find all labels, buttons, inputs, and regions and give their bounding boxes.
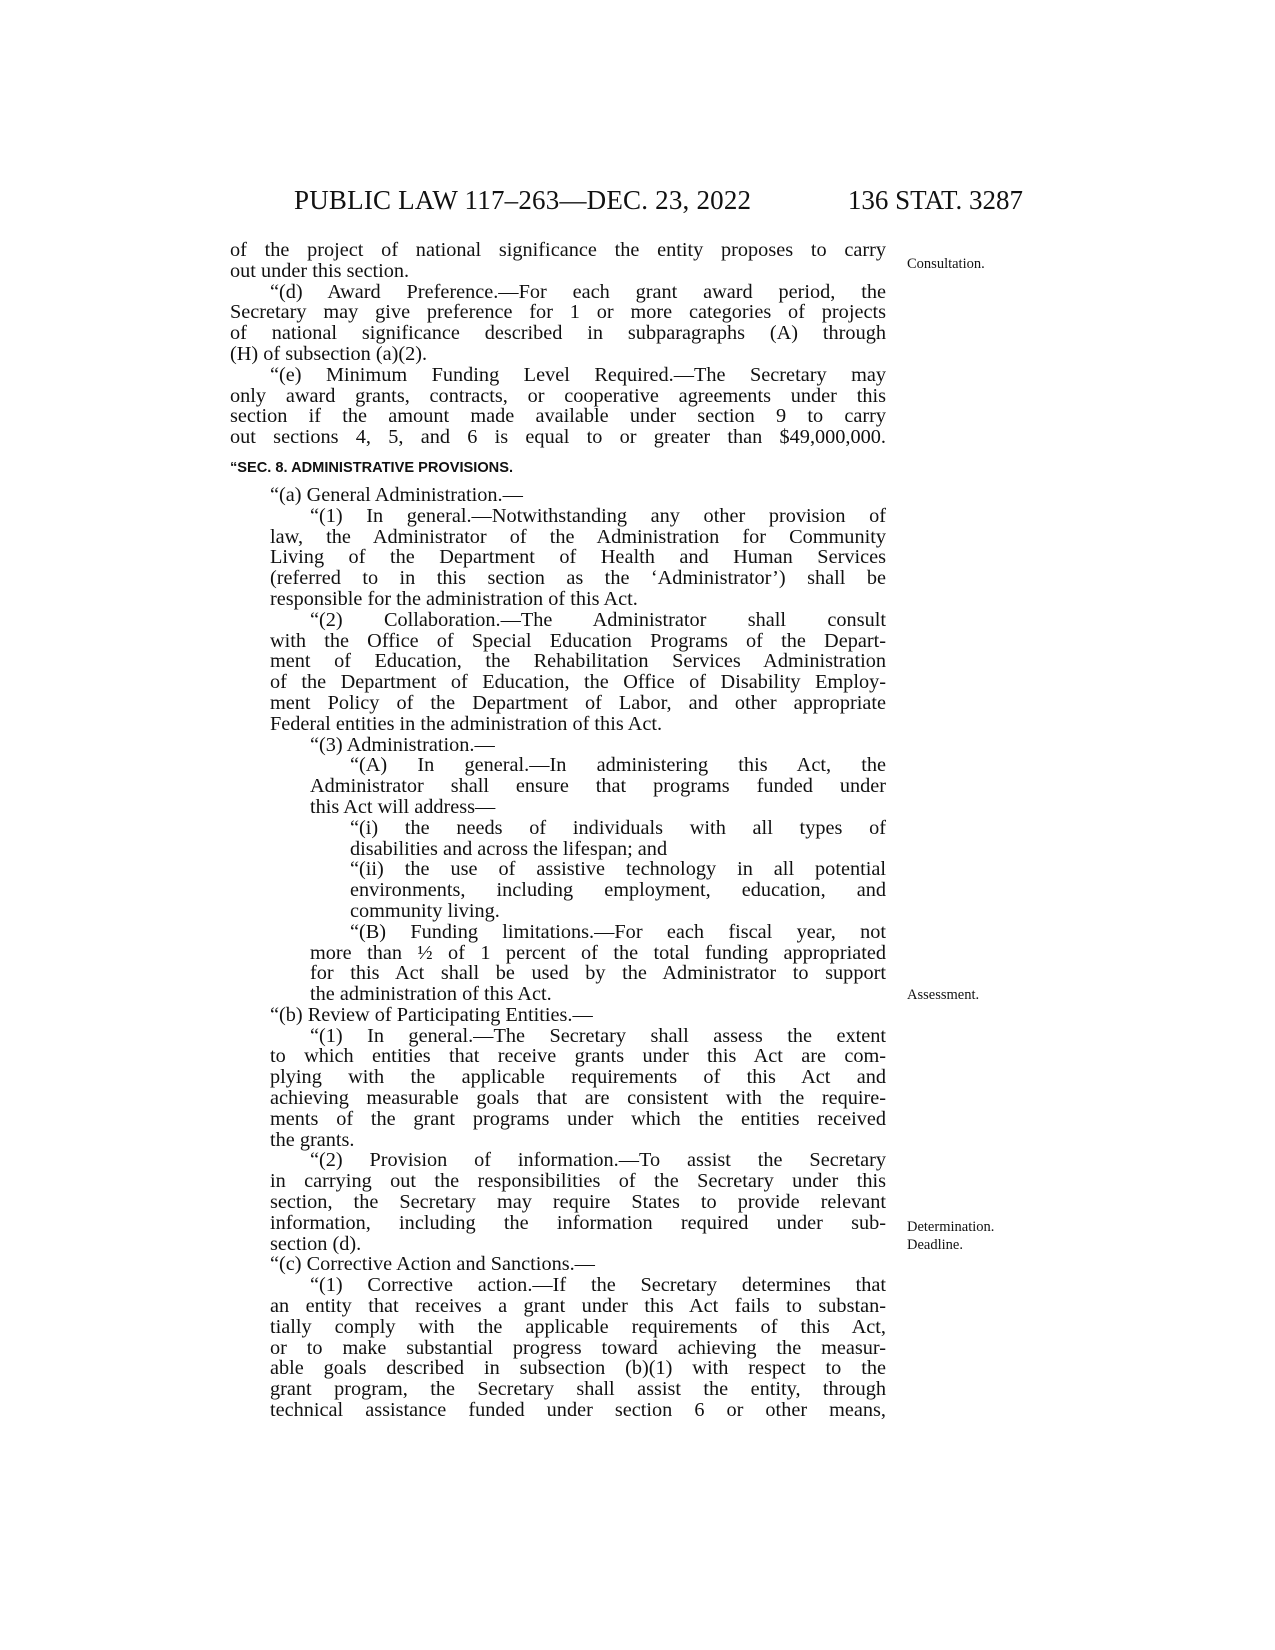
text-line: section if the amount made available under section 9 to carry bbox=[230, 405, 886, 428]
running-head: PUBLIC LAW 117–263—DEC. 23, 2022 bbox=[294, 185, 752, 215]
text-line: to which entities that receive grants under this Act are com- bbox=[270, 1045, 886, 1068]
text-line: “(1) In general.—The Secretary shall assess the extent bbox=[310, 1024, 886, 1047]
text-line: “(b) Review of Participating Entities.— bbox=[270, 1003, 593, 1026]
text-line: responsible for the administration of this Act. bbox=[270, 587, 638, 610]
text-line: with the Office of Special Education Programs of the Depart- bbox=[270, 629, 886, 652]
text-line: “(1) In general.—Notwithstanding any other provision of bbox=[310, 504, 886, 527]
text-line: “(A) In general.—In administering this Act, the bbox=[350, 754, 886, 777]
text-line: “(B) Funding limitations.—For each fiscal year, not bbox=[350, 920, 886, 943]
text-line: community living. bbox=[350, 899, 500, 922]
text-line: ment Policy of the Department of Labor, and other appropriate bbox=[270, 691, 886, 714]
text-line: out sections 4, 5, and 6 is equal to or greater than $49,000,000. bbox=[230, 426, 886, 449]
statute-text bbox=[230, 240, 886, 1421]
text-line: technical assistance funded under section 6 or other means, bbox=[270, 1399, 886, 1422]
page-header bbox=[230, 185, 1023, 225]
margin-note-determination: Determination. bbox=[907, 1219, 995, 1235]
section-heading: “SEC. 8. ADMINISTRATIVE PROVISIONS. bbox=[230, 459, 513, 476]
text-line: only award grants, contracts, or cooperative agreements under this bbox=[230, 384, 886, 407]
text-line: Federal entities in the administration of this Act. bbox=[270, 712, 663, 735]
text-line: Secretary may give preference for 1 or more categories of projects bbox=[230, 301, 886, 324]
text-line: the grants. bbox=[270, 1128, 355, 1151]
text-line: “(ii) the use of assistive technology in all potential bbox=[350, 858, 886, 881]
text-line: plying with the applicable requirements of this Act and bbox=[270, 1066, 886, 1089]
text-line: “(1) Corrective action.—If the Secretary determines that bbox=[310, 1274, 886, 1297]
text-line: Living of the Department of Health and Human Services bbox=[270, 546, 886, 569]
text-line: grant program, the Secretary shall assist the entity, through bbox=[270, 1378, 886, 1401]
text-line: out under this section. bbox=[230, 259, 410, 282]
text-line: law, the Administrator of the Administration for Community bbox=[270, 525, 886, 548]
text-line: “(2) Provision of information.—To assist the Secretary bbox=[310, 1149, 886, 1172]
text-line: or to make substantial progress toward achieving the measur- bbox=[270, 1336, 886, 1359]
text-line: Administrator shall ensure that programs funded under bbox=[310, 775, 886, 798]
margin-note-deadline: Deadline. bbox=[907, 1237, 963, 1253]
page-number: 136 STAT. 3287 bbox=[847, 185, 1023, 215]
text-line: of the project of national significance the entity proposes to carry bbox=[230, 239, 886, 261]
text-line: section, the Secretary may require States to provide relevant bbox=[270, 1191, 886, 1214]
text-line: (H) of subsection (a)(2). bbox=[230, 342, 428, 365]
text-line: more than ½ of 1 percent of the total funding appropriated bbox=[310, 941, 886, 964]
text-line: ment of Education, the Rehabilitation Services Administration bbox=[270, 650, 886, 673]
text-line: “(2) Collaboration.—The Administrator shall consult bbox=[310, 608, 886, 631]
text-line: of the Department of Education, the Office of Disability Employ- bbox=[270, 671, 886, 694]
text-line: disabilities and across the lifespan; and bbox=[350, 837, 668, 860]
text-line: in carrying out the responsibilities of the Secretary under this bbox=[270, 1170, 886, 1193]
text-line: “(a) General Administration.— bbox=[270, 483, 523, 506]
text-line: information, including the information required under sub- bbox=[270, 1211, 886, 1234]
text-line: section (d). bbox=[270, 1232, 362, 1255]
text-line: achieving measurable goals that are consistent with the require- bbox=[270, 1087, 886, 1110]
text-line: of national significance described in subparagraphs (A) through bbox=[230, 322, 886, 345]
text-line: this Act will address— bbox=[310, 795, 496, 818]
margin-note-consultation: Consultation. bbox=[907, 256, 985, 272]
text-line: for this Act shall be used by the Administrator to support bbox=[310, 962, 886, 985]
text-line: tially comply with the applicable requirements of this Act, bbox=[270, 1315, 886, 1338]
text-line: “(d) Award Preference.—For each grant award period, the bbox=[270, 280, 886, 303]
text-line: the administration of this Act. bbox=[310, 983, 552, 1006]
text-line: (referred to in this section as the ‘Administrator’) shall be bbox=[270, 567, 886, 590]
text-line: “(e) Minimum Funding Level Required.—The Secretary may bbox=[270, 363, 886, 386]
text-line: an entity that receives a grant under this Act fails to substan- bbox=[270, 1295, 886, 1318]
margin-note-assessment: Assessment. bbox=[907, 987, 980, 1003]
text-line: “(i) the needs of individuals with all types of bbox=[350, 816, 886, 839]
text-line: “(3) Administration.— bbox=[310, 733, 495, 756]
text-line: environments, including employment, education, and bbox=[350, 879, 886, 902]
text-line: “(c) Corrective Action and Sanctions.— bbox=[270, 1253, 595, 1276]
text-line: ments of the grant programs under which the entities received bbox=[270, 1107, 886, 1130]
text-line: able goals described in subsection (b)(1) with respect to the bbox=[270, 1357, 886, 1380]
